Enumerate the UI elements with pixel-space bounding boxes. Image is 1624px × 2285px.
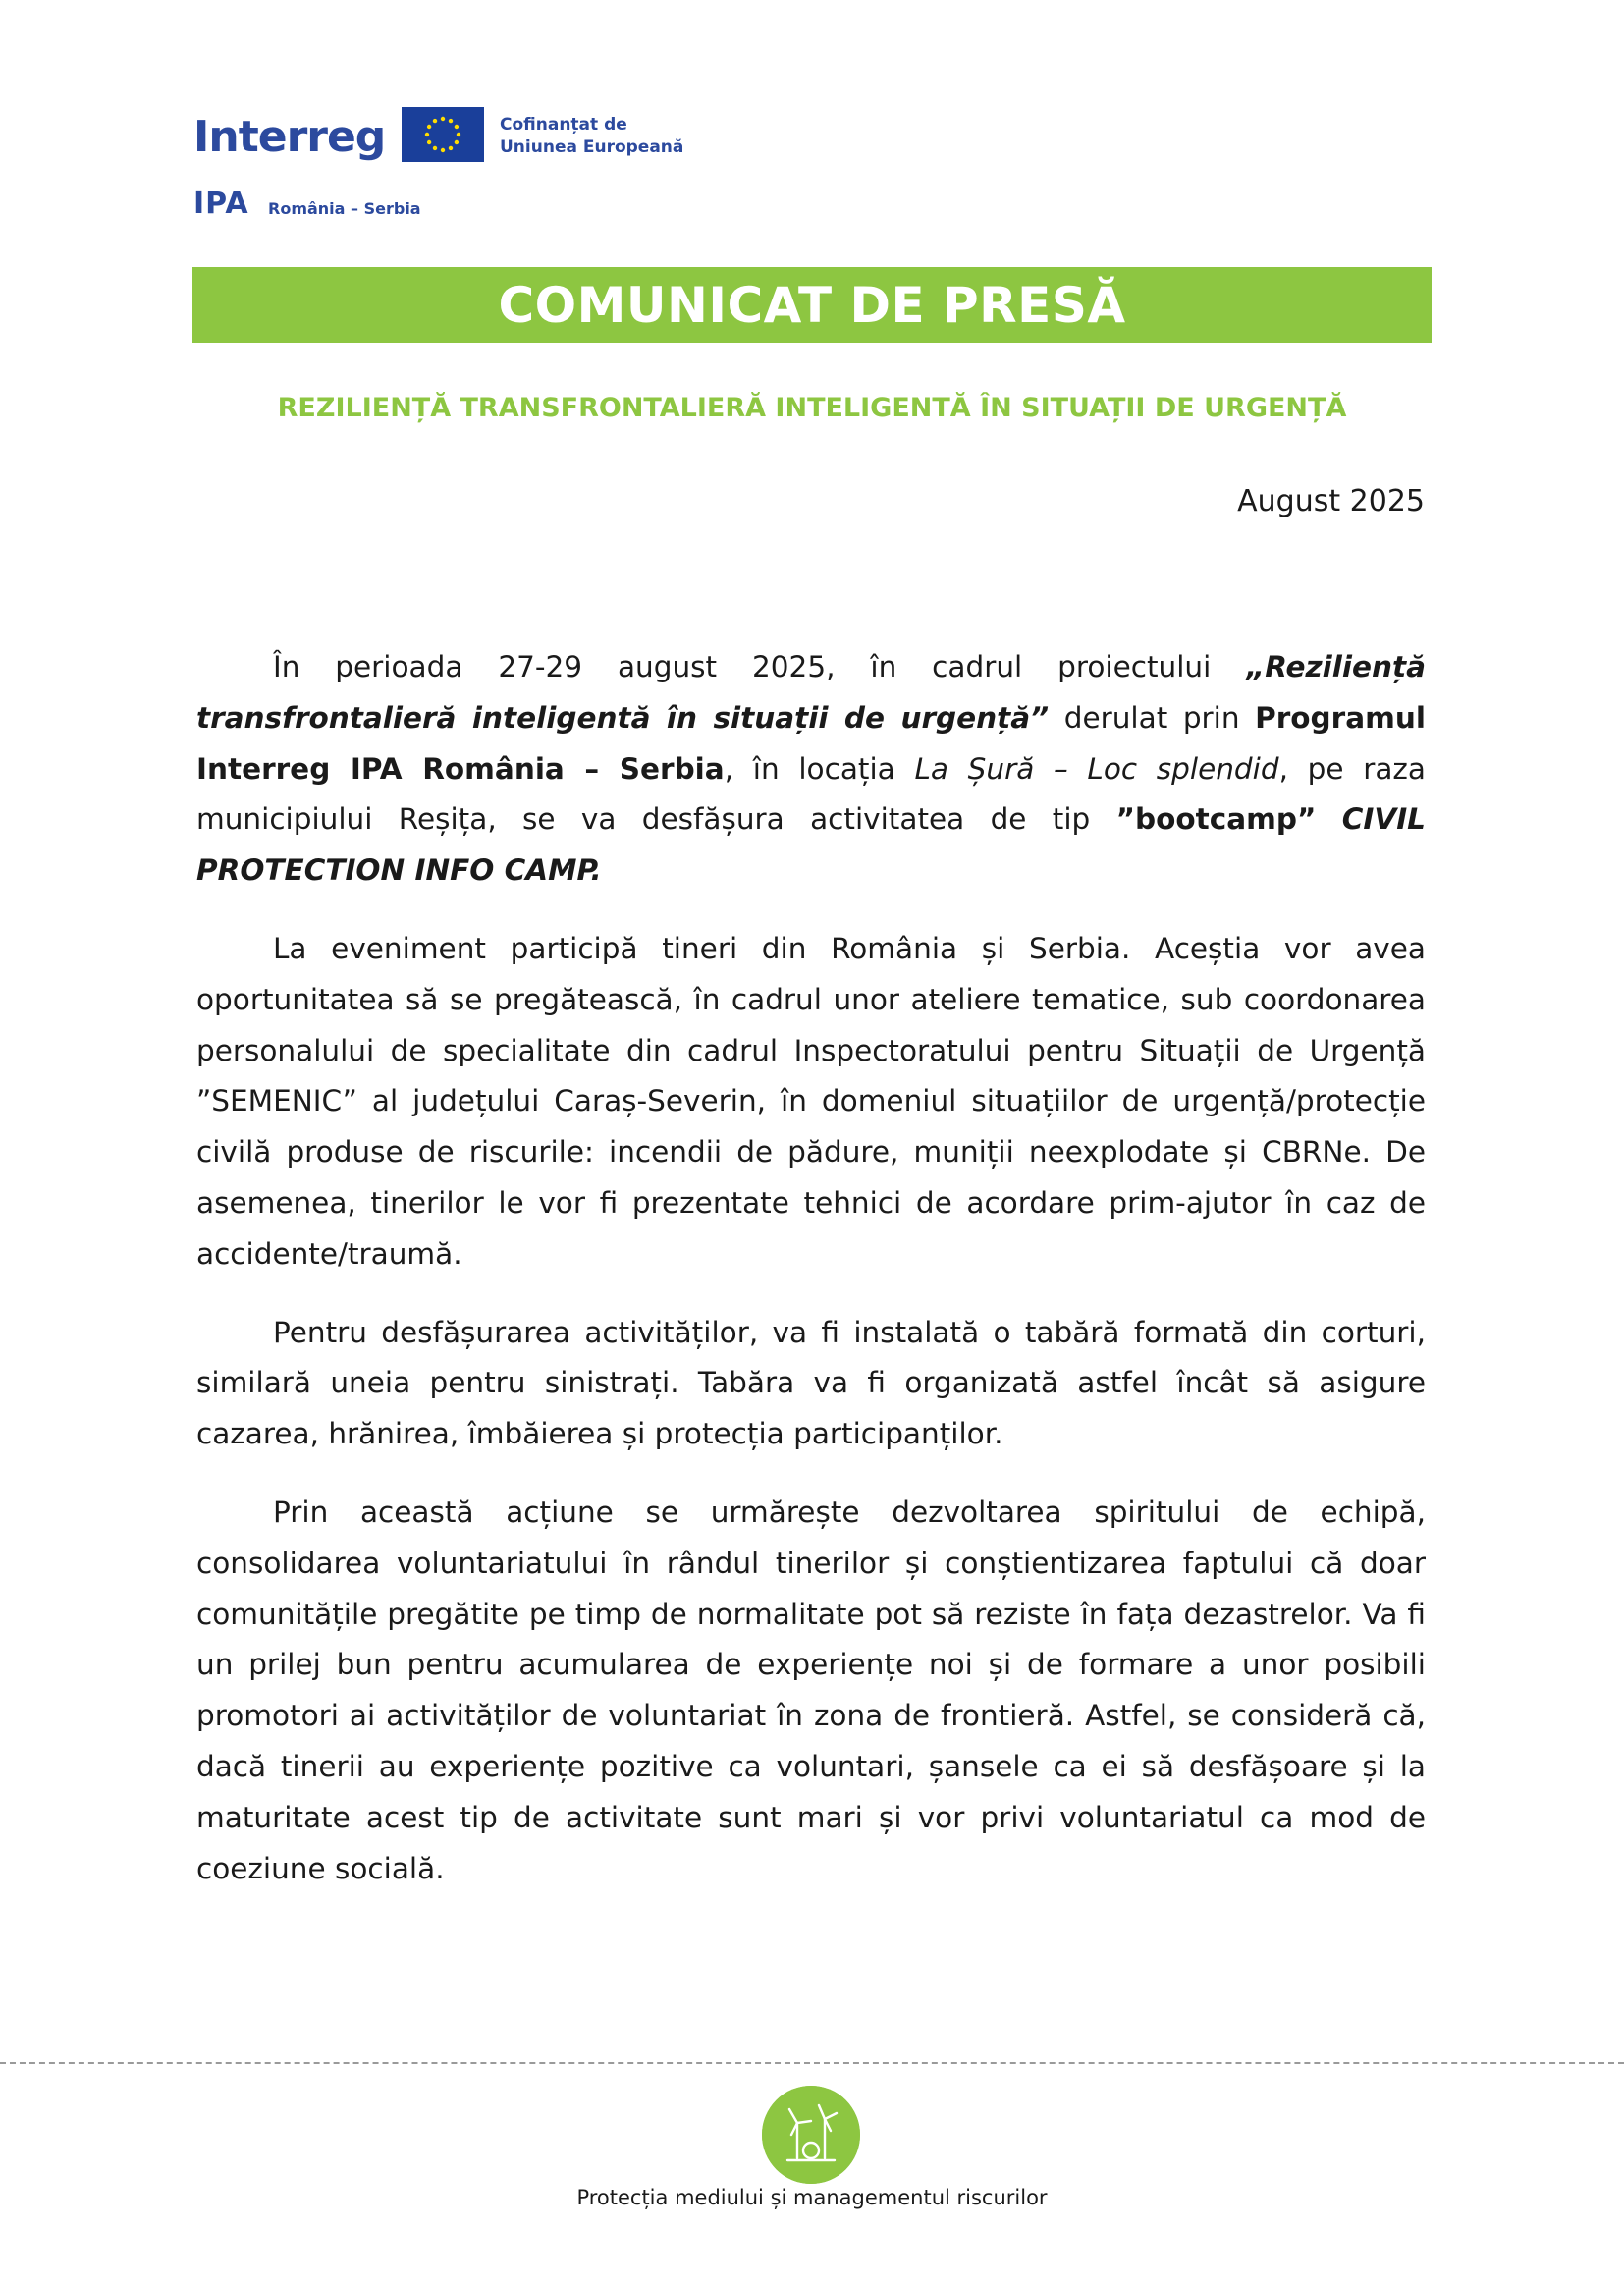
- paragraph-1: În perioada 27-29 august 2025, în cadrul proiectului „Reziliență transfrontalieră inteligentă în situații de urgență” derulat prin Programul Interreg IPA România – Serbia, în locația La Șură – Loc splendid, pe raza municipiului Reșița, se va desfășura activitatea de tip ”bootcamp” CIVIL PROTECTION INFO CAMP.: [196, 650, 1426, 888]
- title-band: [192, 267, 1432, 343]
- program-region: România – Serbia: [268, 199, 421, 218]
- wind-turbine-icon: [762, 2086, 860, 2184]
- footer-caption: Protecția mediului și managementul riscurilor: [576, 2186, 1048, 2209]
- footer-divider: [0, 2062, 1624, 2064]
- interreg-logo: [193, 102, 743, 230]
- page-title: COMUNICAT DE PRESĂ: [498, 276, 1126, 334]
- release-date: August 2025: [1237, 484, 1425, 518]
- eu-flag-icon: [402, 107, 484, 162]
- paragraph-3: Pentru desfășurarea activităților, va fi instalată o tabără formată din corturi, similară uneia pentru sinistrați. Tabăra va fi organizată astfel încât să asigure cazarea, hrănirea, îmbăierea și protecția participanților.: [196, 1315, 1426, 1451]
- page-subtitle: REZILIENȚĂ TRANSFRONTALIERĂ INTELIGENTĂ ÎN SITUAȚII DE URGENȚĂ: [277, 393, 1347, 423]
- ipa-wordmark: IPA: [193, 187, 249, 221]
- body-text: [196, 642, 1426, 1922]
- interreg-wordmark: Interreg: [193, 112, 386, 162]
- cofinantat-text: Cofinanțat de Uniunea Europeană: [500, 115, 684, 157]
- paragraph-2: La eveniment participă tineri din România și Serbia. Aceștia vor avea oportunitatea să se pregătească, în cadrul unor ateliere tematice, sub coordonarea personalului de specialitate din cadrul Inspectoratului pentru Situații de Urgență ”SEMENIC” al județului Caraș-Severin, în domeniul situațiilor de urgență/protecție civilă produse de riscurile: incendii de pădure, muniții neexplodate și CBRNe. De asemenea, tinerilor le vor fi prezentate tehnici de acordare prim-ajutor în caz de accidente/traumă.: [196, 931, 1426, 1271]
- paragraph-4: Prin această acțiune se urmărește dezvoltarea spiritului de echipă, consolidarea voluntariatului în rândul tinerilor și conștientizarea faptului că doar comunitățile pregătite pe timp de normalitate pot să reziste în fața dezastrelor. Va fi un prilej bun pentru acumularea de experiențe noi și de formare a unor posibili promotori ai activităților de voluntariat în zona de frontieră. Astfel, se consideră că, dacă tinerii au experiențe pozitive ca voluntari, șansele ca ei să desfășoare și la maturitate acest tip de activitate sunt mari și vor privi voluntariatul ca mod de coeziune socială.: [196, 1495, 1426, 1885]
